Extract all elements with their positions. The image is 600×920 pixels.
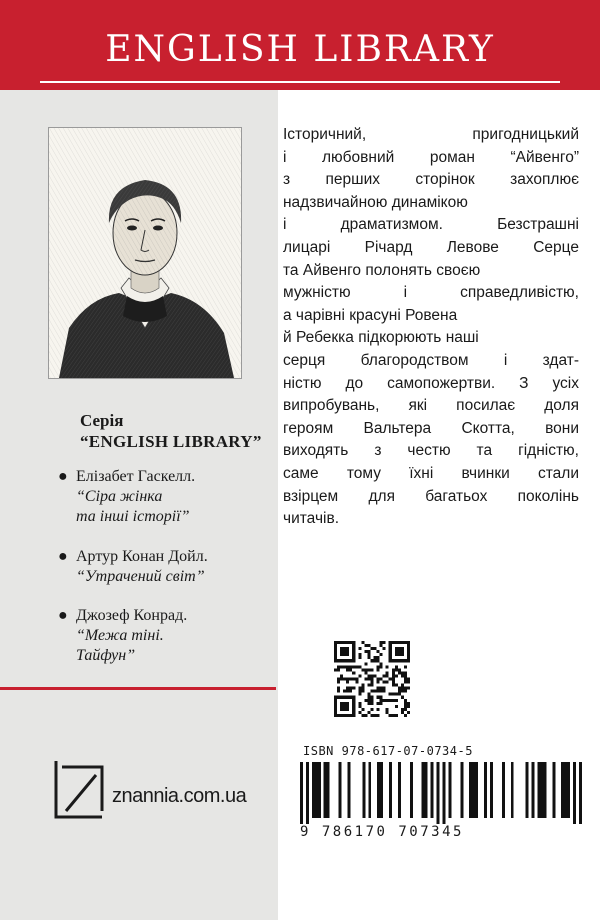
annotation-line: випробувань, які посилає доля <box>283 397 579 415</box>
annotation-line: надзвичайною динамікою <box>283 193 468 211</box>
annotation-line: з перших сторінок захоплює <box>283 171 579 189</box>
annotation-line: і любовний роман “Айвенго” <box>283 148 579 166</box>
annotation-line: виходять з честю та гідністю, <box>283 442 579 460</box>
divider-line <box>0 687 276 690</box>
annotation-line: героям Вальтера Скотта, вони <box>283 419 579 437</box>
annotation-line: й Ребекка підкорюють наші <box>283 329 479 347</box>
annotation-line: читачів. <box>283 510 339 528</box>
book-title: “Межа тіні. Тайфун” <box>76 627 164 664</box>
annotation-line: та Айвенго полонять своєю <box>283 261 481 279</box>
isbn-text: ISBN 978-617-07-0734-5 <box>303 744 473 758</box>
publisher-logo-icon <box>52 757 108 821</box>
annotation-line: а чарівні красуні Ровена <box>283 306 458 324</box>
barcode-digits: 9 786170 707345 <box>300 824 464 840</box>
annotation-line: Історичний, пригодницький <box>283 126 579 143</box>
book-author: Артур Конан Дойл. <box>76 548 208 565</box>
qr-code-icon <box>334 641 410 717</box>
annotation-line: ністю до самопожертви. З усіх <box>283 374 579 392</box>
bullet-icon: ● <box>58 468 68 485</box>
series-banner-title: ENGLISH LIBRARY <box>105 29 495 70</box>
publisher-website: znannia.com.ua <box>112 785 247 807</box>
bullet-icon: ● <box>58 548 68 565</box>
series-label: Серія <box>80 411 124 430</box>
annotation-line: і драматизмом. Безстрашні <box>283 216 579 234</box>
book-title: “Утрачений світ” <box>76 568 205 585</box>
author-portrait <box>48 127 242 379</box>
annotation-line: саме тому їхні вчинки стали <box>283 464 579 482</box>
series-name: “ENGLISH LIBRARY” <box>80 432 262 451</box>
series-heading <box>80 410 270 452</box>
barcode-icon <box>300 762 582 824</box>
banner-underline <box>40 81 560 83</box>
book-author: Елізабет Гаскелл. <box>76 468 196 485</box>
top-banner <box>0 0 600 90</box>
annotation-line: серця благородством і здат- <box>283 351 579 369</box>
book-author: Джозеф Конрад. <box>76 607 188 624</box>
annotation-line: мужністю і справедливістю, <box>283 284 579 302</box>
annotation-line: взірцем для багатьох поколінь <box>283 487 579 505</box>
bullet-icon: ● <box>58 607 68 624</box>
annotation-line: лицарі Річард Левове Серце <box>283 238 579 256</box>
book-annotation <box>283 124 579 531</box>
book-title: “Сіра жінка та інші історії” <box>76 488 190 525</box>
portrait-engraving-icon <box>49 128 241 378</box>
